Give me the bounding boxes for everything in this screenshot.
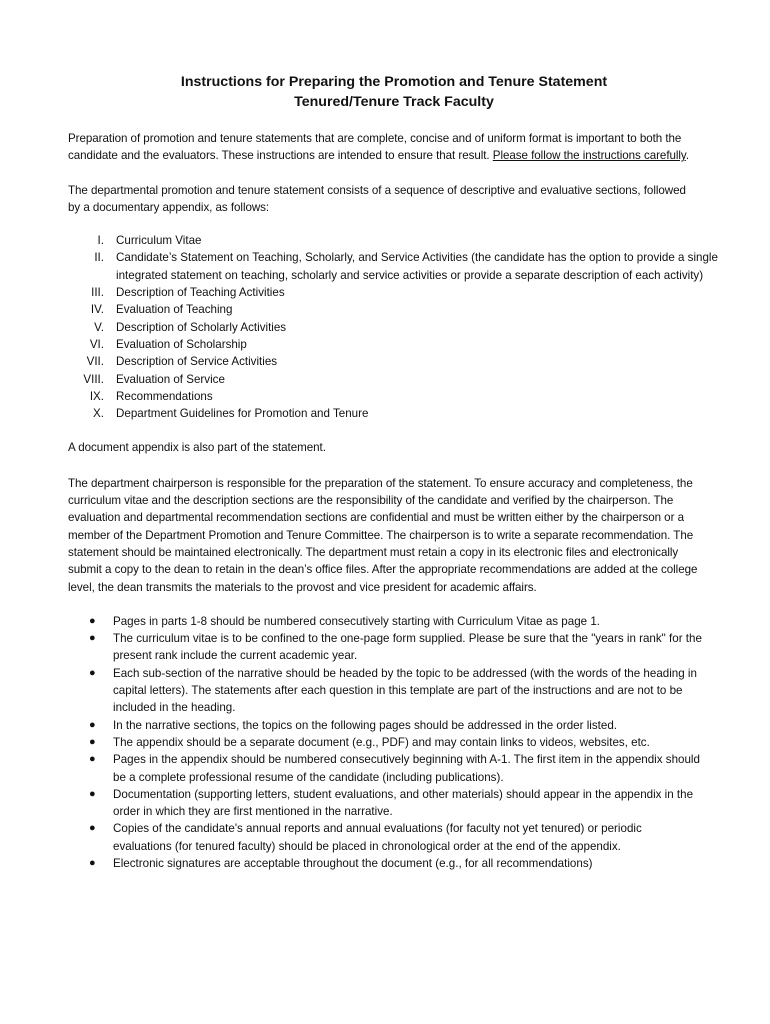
intro-text: Preparation of promotion and tenure statements that are complete, concise and of uniform format is important to both the candidate and the evaluators. These instructions are intended to ensure that result. (68, 132, 682, 163)
sections-list (68, 232, 730, 422)
section-text: Evaluation of Service (116, 372, 225, 386)
section-number: X. (93, 407, 104, 421)
bullet-icon: ● (89, 614, 96, 627)
section-item (68, 249, 730, 284)
bullet-text: The appendix should be a separate document (e.g., PDF) and may contain links to videos, websites, etc. (113, 735, 650, 749)
list-item (68, 751, 730, 786)
list-item (68, 717, 730, 734)
intro-paragraph (68, 130, 708, 165)
bullet-icon: ● (89, 632, 96, 645)
list-item (68, 855, 730, 872)
title-line-2: Tenured/Tenure Track Faculty (294, 94, 494, 110)
appendix-note: A document appendix is also part of the statement. (68, 441, 326, 455)
bullet-text: Documentation (supporting letters, student evaluations, and other materials) should appear in the appendix in the order in which they are first mentioned in the narrative. (113, 787, 694, 819)
list-item (68, 665, 730, 717)
list-item (68, 820, 730, 855)
bullet-text: Copies of the candidate's annual reports and annual evaluations (for faculty not yet tenured) or periodic evaluations (for tenured faculty) should be placed in chronological order at the end of the appendix. (113, 822, 642, 853)
section-number: VIII. (83, 372, 104, 386)
bullet-icon: ● (89, 856, 96, 869)
section-item (68, 301, 730, 318)
section-text: Candidate’s Statement on Teaching, Scholarly, and Service Activities (the candidate has the option to provide a single integrated statement on teaching, scholarly and service activities or provide a separate description of each activity) (116, 251, 718, 282)
bullet-text: Pages in the appendix should be numbered consecutively beginning with A-1. The first item in the appendix should be a complete professional resume of the candidate (including publications). (113, 753, 700, 784)
bullet-text: Pages in parts 1-8 should be numbered consecutively starting with Curriculum Vitae as page 1. (113, 614, 600, 628)
section-number: VI. (89, 337, 104, 351)
section-item (68, 284, 730, 301)
bullet-text: In the narrative sections, the topics on the following pages should be addressed in the order listed. (113, 718, 617, 732)
section-number: IV. (90, 303, 104, 317)
chairperson-paragraph: The department chairperson is responsible for the preparation of the statement. To ensure accuracy and completeness, the curriculum vitae and the description sections are the responsibility of the candidate and verified by the chairperson. The evaluation and departmental recommendation sections are confidential and must be written either by the chairperson or a member of the Department Promotion and Tenure Committee. The chairperson is to write a separate recommendation. The statement should be maintained electronically. The department must retain a copy in its electronic files and electronically submit a copy to the dean to retain in the dean’s office files. After the appropriate recommendations are added at the college level, the dean transmits the materials to the provost and vice president for academic affairs. (68, 476, 698, 594)
list-item (68, 630, 730, 665)
section-text: Description of Service Activities (116, 355, 278, 369)
departmental-paragraph: The departmental promotion and tenure statement consists of a sequence of descriptive and evaluative sections, followed by a documentary appendix, as follows: (68, 183, 686, 214)
section-item (68, 371, 730, 388)
section-text: Recommendations (116, 389, 213, 403)
bullet-icon: ● (89, 753, 96, 766)
section-number: II. (94, 251, 104, 265)
bullet-icon: ● (89, 718, 96, 731)
section-number: V. (94, 320, 104, 334)
section-text: Evaluation of Scholarship (116, 337, 247, 351)
bullet-icon: ● (89, 735, 96, 748)
intro-end: . (685, 149, 689, 163)
section-text: Evaluation of Teaching (116, 303, 233, 317)
section-number: IX. (89, 389, 104, 403)
list-item (68, 734, 730, 751)
instructions-list (68, 613, 730, 872)
section-text: Curriculum Vitae (116, 234, 202, 248)
section-item (68, 353, 730, 370)
section-text: Department Guidelines for Promotion and Tenure (116, 407, 369, 421)
section-item (68, 232, 730, 249)
section-text: Description of Teaching Activities (116, 286, 285, 300)
section-number: I. (97, 234, 104, 248)
bullet-icon: ● (89, 666, 96, 679)
section-number: III. (91, 286, 104, 300)
bullet-icon: ● (89, 787, 96, 800)
bullet-text: Electronic signatures are acceptable throughout the document (e.g., for all recommendations) (113, 856, 593, 870)
title-line-1: Instructions for Preparing the Promotion and Tenure Statement (180, 74, 608, 90)
list-item (68, 613, 730, 630)
intro-emphasis: Please follow the instructions carefully (492, 149, 686, 163)
section-text: Description of Scholarly Activities (116, 320, 287, 334)
bullet-text: The curriculum vitae is to be confined to the one-page form supplied. Please be sure that the "years in rank" for the present rank include the current academic year. (113, 632, 702, 663)
section-item (68, 336, 730, 353)
section-item (68, 388, 730, 405)
bullet-text: Each sub-section of the narrative should be headed by the topic to be addressed (with the words of the heading in capital letters). The statements after each question in this template are part of the instructions and are not to be included in the heading. (113, 666, 697, 715)
section-item (68, 405, 730, 422)
bullet-icon: ● (89, 822, 96, 835)
document-title (68, 72, 730, 112)
list-item (68, 786, 730, 821)
section-item (68, 319, 730, 336)
section-number: VII. (86, 355, 104, 369)
